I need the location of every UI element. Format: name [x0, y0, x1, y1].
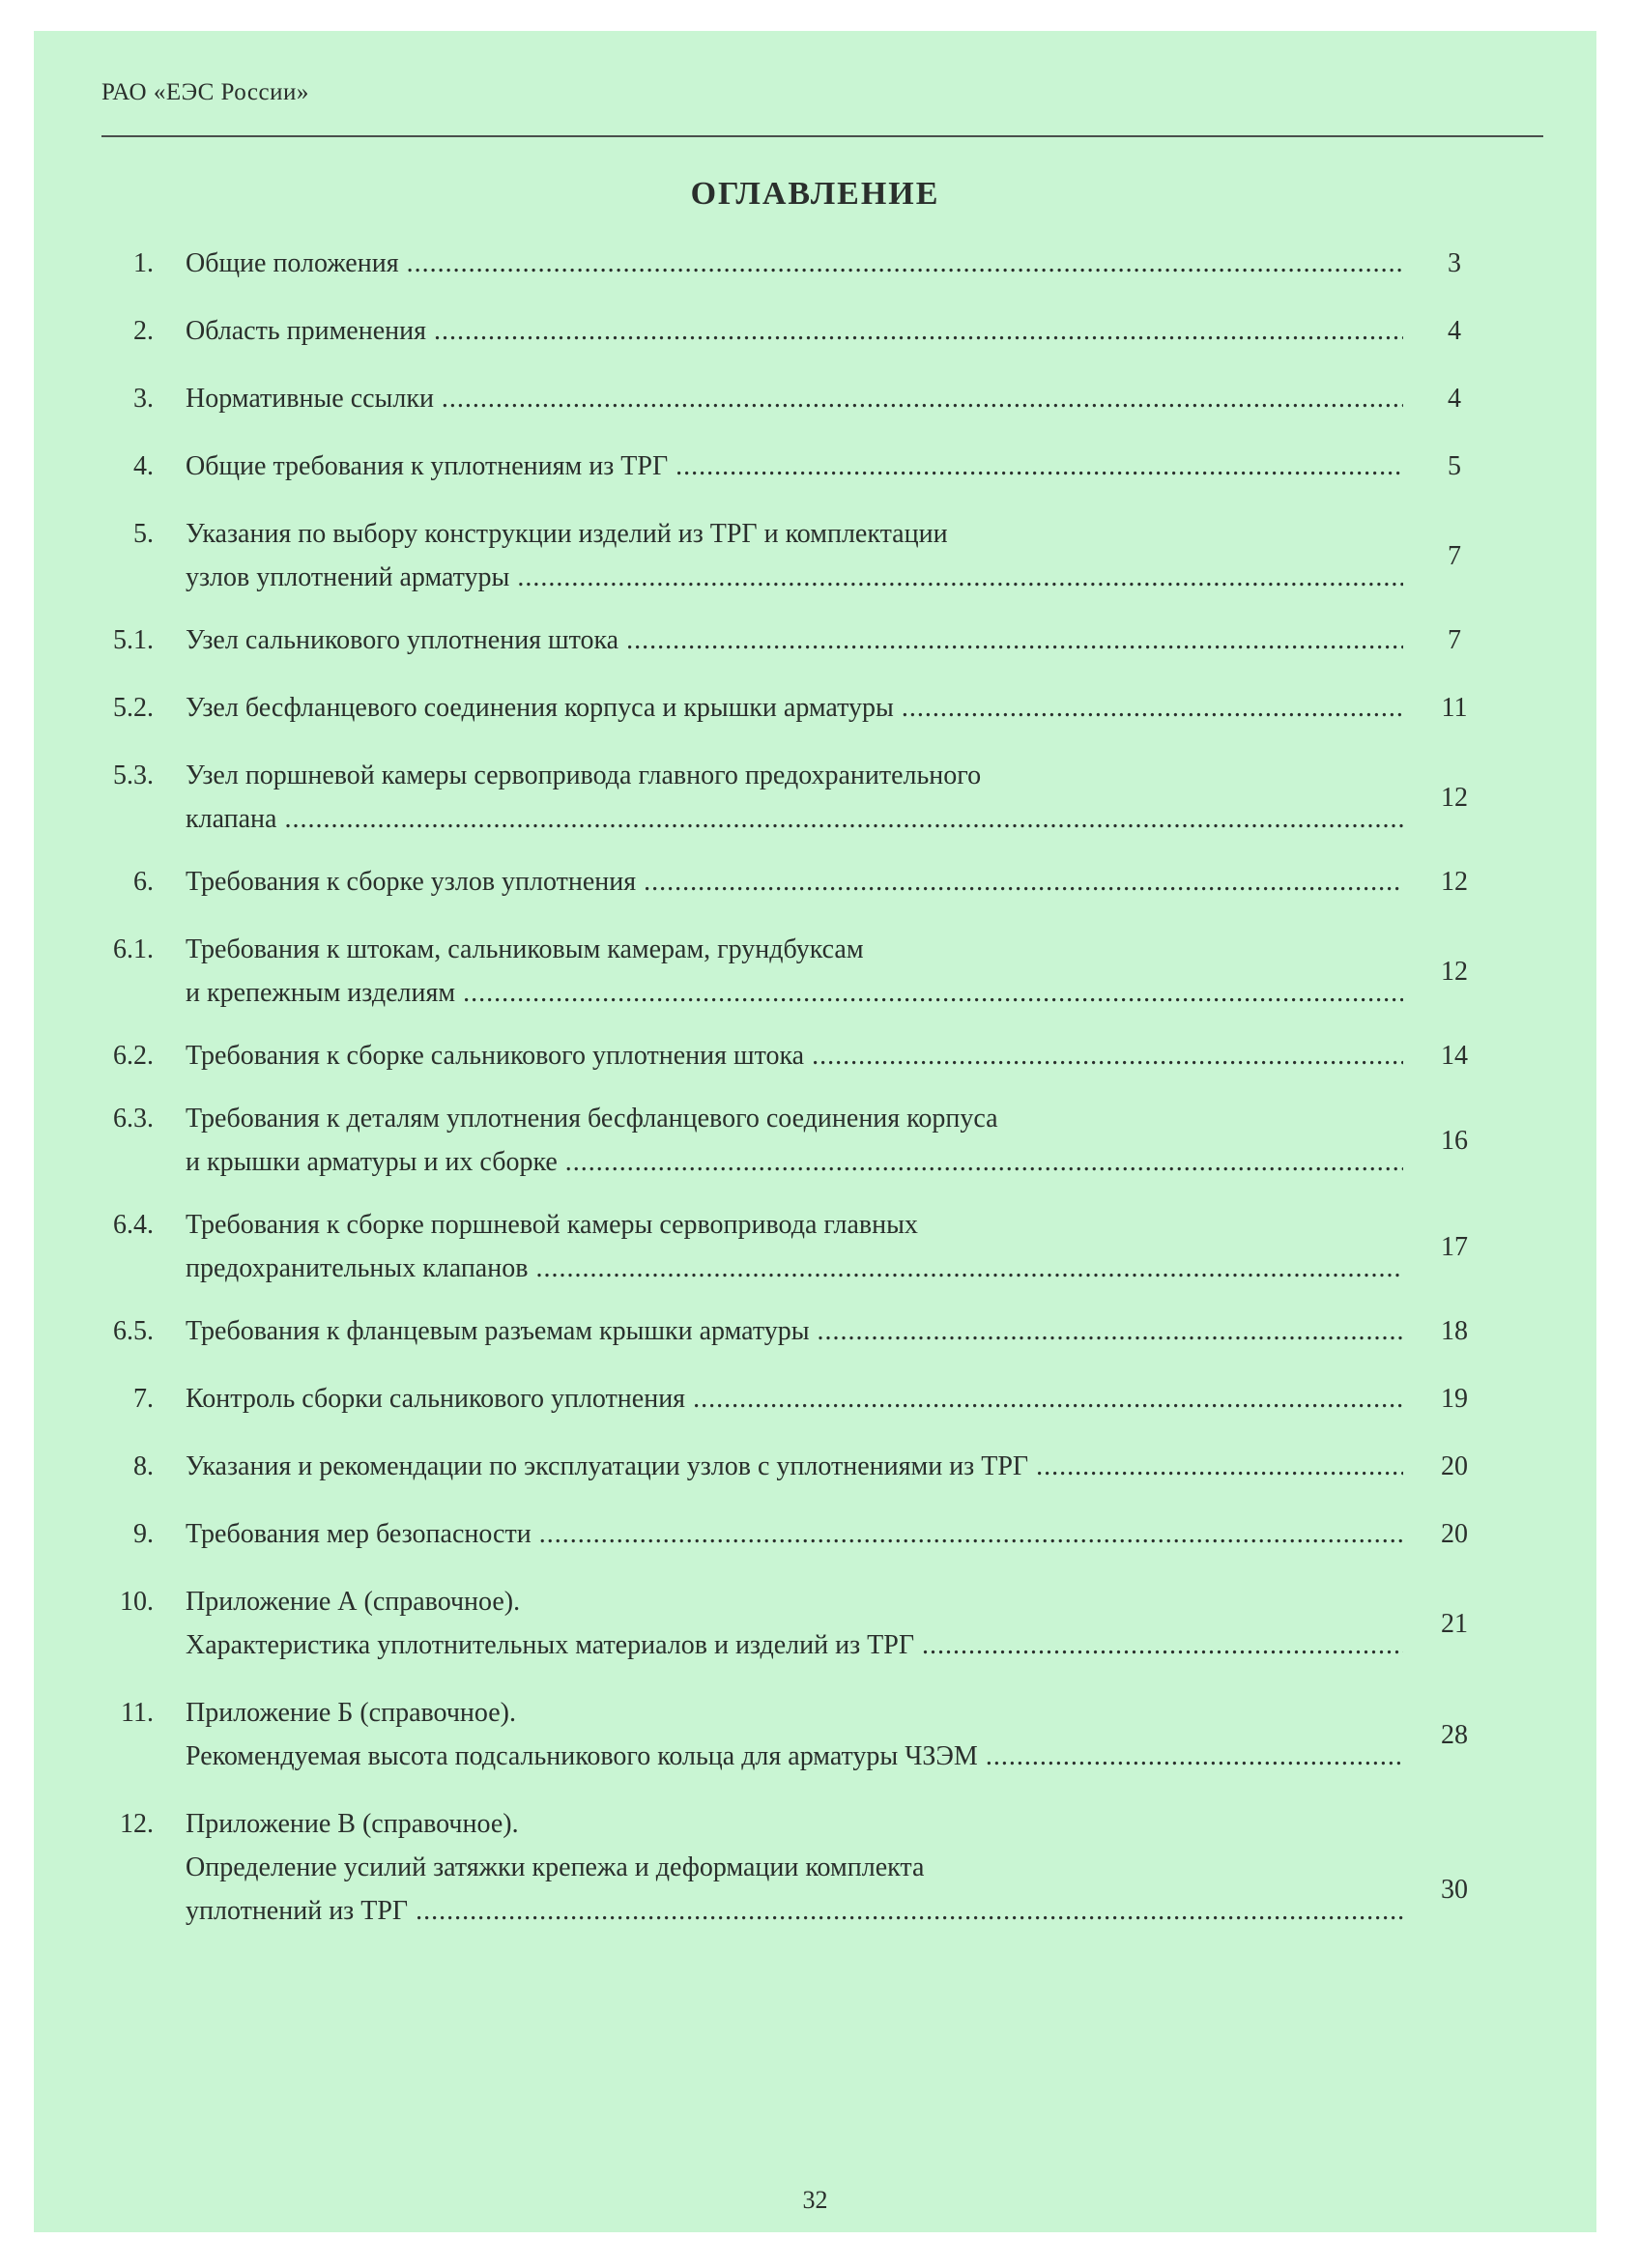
toc-entry-page: 11: [1441, 693, 1468, 723]
page-number: 32: [802, 2186, 828, 2214]
toc-entry-page: 17: [1441, 1232, 1468, 1262]
toc-entry-number: 9.: [133, 1519, 154, 1549]
toc-entry-title: и крепежным изделиям .....: [186, 978, 1403, 1009]
toc-entry-title: предохранительных клапанов .....: [186, 1253, 1403, 1284]
toc-entry-page: 3: [1448, 248, 1461, 278]
toc-entry-title: Характеристика уплотнительных материалов и изделий из ТРГ .....: [186, 1630, 1403, 1661]
toc-entry-title: Общие положения .....: [186, 248, 1403, 279]
document-page: [34, 31, 1596, 2232]
toc-entry-page: 19: [1441, 1384, 1468, 1414]
toc-entry-page: 12: [1441, 783, 1468, 813]
toc-entry-title: Требования к сборке узлов уплотнения .....: [186, 867, 1403, 898]
toc-entry-number: 5.1.: [113, 625, 154, 655]
toc-entry-title: Определение усилий затяжки крепежа и деформации комплекта: [186, 1852, 925, 1882]
running-header: РАО «ЕЭС России»: [101, 79, 309, 105]
toc-entry-page: 21: [1441, 1609, 1468, 1639]
toc-entry-title: Требования мер безопасности .....: [186, 1519, 1403, 1550]
toc-entry-title: Приложение А (справочное).: [186, 1587, 521, 1617]
toc-entry-page: 30: [1441, 1875, 1468, 1905]
toc-entry-title: Требования к фланцевым разъемам крышки арматуры .....: [186, 1316, 1403, 1347]
toc-entry-page: 28: [1441, 1720, 1468, 1750]
toc-entry-number: 8.: [133, 1451, 154, 1481]
toc-entry-title: Узел сальникового уплотнения штока .....: [186, 625, 1403, 656]
toc-entry-number: 11.: [121, 1698, 154, 1728]
toc-entry-page: 4: [1448, 316, 1461, 346]
toc-entry-title: Указания и рекомендации по эксплуатации узлов с уплотнениями из ТРГ .....: [186, 1451, 1403, 1482]
toc-entry-number: 3.: [133, 384, 154, 414]
toc-entry-number: 6.3.: [113, 1104, 154, 1134]
header-rule: [101, 135, 1543, 137]
toc-entry-page: 14: [1441, 1041, 1468, 1071]
toc-entry-title: Нормативные ссылки .....: [186, 384, 1403, 415]
toc-entry-page: 20: [1441, 1451, 1468, 1481]
toc-entry-number: 6.1.: [113, 934, 154, 964]
toc-entry-number: 5.3.: [113, 761, 154, 790]
toc-entry-number: 6.4.: [113, 1210, 154, 1240]
toc-entry-number: 5.2.: [113, 693, 154, 723]
toc-entry-title: Рекомендуемая высота подсальникового кольца для арматуры ЧЗЭМ .....: [186, 1741, 1403, 1772]
toc-entry-number: 6.2.: [113, 1041, 154, 1071]
toc-entry-number: 6.: [133, 867, 154, 897]
toc-entry-number: 5.: [133, 519, 154, 549]
toc-entry-title: клапана .....: [186, 804, 1403, 835]
toc-entry-page: 12: [1441, 957, 1468, 987]
toc-entry-title: Указания по выбору конструкции изделий из ТРГ и комплектации: [186, 519, 948, 549]
toc-entry-title: Узел бесфланцевого соединения корпуса и крышки арматуры .....: [186, 693, 1403, 724]
toc-entry-page: 12: [1441, 867, 1468, 897]
toc-entry-number: 2.: [133, 316, 154, 346]
toc-entry-title: Узел поршневой камеры сервопривода главного предохранительного: [186, 761, 982, 790]
toc-entry-page: 18: [1441, 1316, 1468, 1346]
toc-entry-title: Область применения .....: [186, 316, 1403, 347]
toc-entry-page: 20: [1441, 1519, 1468, 1549]
toc-entry-number: 6.5.: [113, 1316, 154, 1346]
toc-entry-number: 1.: [133, 248, 154, 278]
page-title: ОГЛАВЛЕНИЕ: [690, 176, 940, 212]
toc-entry-title: Требования к сборке сальникового уплотнения штока .....: [186, 1041, 1403, 1072]
toc-entry-number: 12.: [120, 1809, 154, 1839]
toc-entry-number: 7.: [133, 1384, 154, 1414]
toc-entry-number: 4.: [133, 451, 154, 481]
toc-entry-page: 7: [1448, 541, 1461, 571]
toc-entry-title: Требования к сборке поршневой камеры сервопривода главных: [186, 1210, 918, 1240]
toc-entry-number: 10.: [120, 1587, 154, 1617]
toc-entry-title: узлов уплотнений арматуры .....: [186, 562, 1403, 593]
toc-entry-title: и крышки арматуры и их сборке .....: [186, 1147, 1403, 1178]
toc-entry-title: Общие требования к уплотнениям из ТРГ .....: [186, 451, 1403, 482]
toc-entry-page: 5: [1448, 451, 1461, 481]
toc-entry-title: Контроль сборки сальникового уплотнения .....: [186, 1384, 1403, 1415]
toc-entry-page: 7: [1448, 625, 1461, 655]
toc-entry-title: Приложение Б (справочное).: [186, 1698, 516, 1728]
toc-entry-title: уплотнений из ТРГ .....: [186, 1896, 1403, 1927]
toc-entry-title: Требования к деталям уплотнения бесфланцевого соединения корпуса: [186, 1104, 998, 1134]
toc-entry-page: 16: [1441, 1126, 1468, 1156]
toc-entry-page: 4: [1448, 384, 1461, 414]
toc-entry-title: Приложение В (справочное).: [186, 1809, 519, 1839]
toc-entry-title: Требования к штокам, сальниковым камерам, грундбуксам: [186, 934, 864, 964]
